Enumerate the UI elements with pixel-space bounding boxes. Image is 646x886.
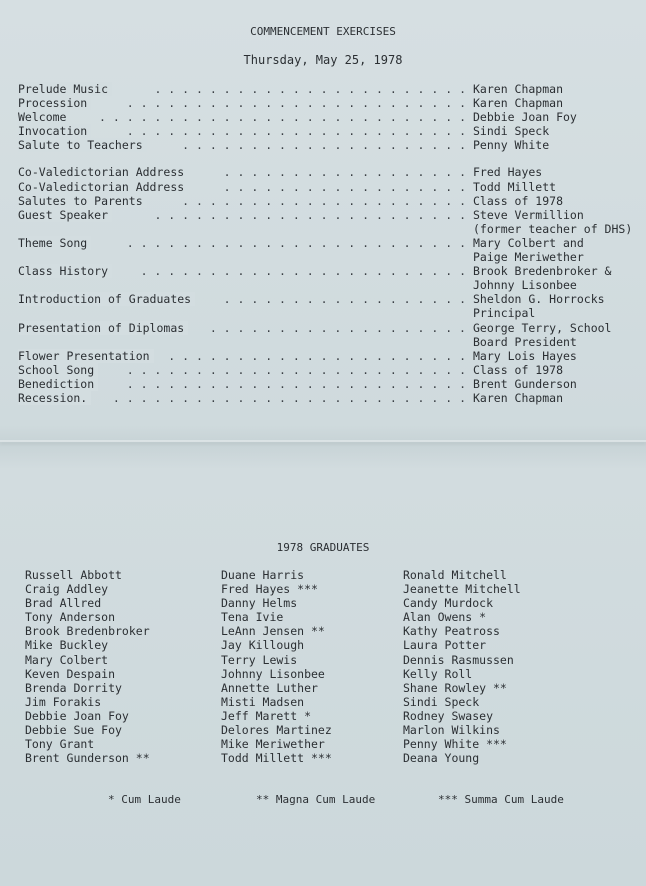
leader-dots: . . . . . . . . . . . . . . . . . . .: [209, 320, 466, 335]
program-item: Presentation of Diplomas: [18, 321, 188, 335]
document-title: COMMENCEMENT EXERCISES: [250, 25, 396, 38]
program-item: Salute to Teachers: [18, 138, 147, 152]
graduate-name: Penny White ***: [403, 737, 507, 752]
document-date: Thursday, May 25, 1978: [243, 53, 403, 67]
program-row: [18, 292, 638, 306]
graduate-name: Annette Luther: [221, 680, 318, 695]
graduate-name: LeAnn Jensen **: [221, 624, 325, 639]
graduate-name: Rodney Swasey: [403, 708, 494, 723]
graduate-name: Brenda Dorrity: [25, 680, 122, 695]
graduate-name: Tony Anderson: [25, 610, 116, 625]
program-participant: Brent Gunderson: [473, 376, 577, 391]
program-row: [18, 208, 638, 222]
program-participant: Karen Chapman: [473, 96, 564, 111]
leader-dots: . . . . . . . . . . . . . . . . . .: [223, 165, 466, 180]
graduate-name: Kathy Peatross: [403, 624, 500, 639]
program-participant: Mary Lois Hayes: [473, 348, 577, 363]
program-row: [18, 306, 638, 320]
leader-dots: . . . . . . . . . . . . . . . . . . . . . . . . .: [126, 124, 466, 139]
program-row: [18, 377, 638, 391]
graduate-name: Mary Colbert: [25, 652, 109, 667]
program-participant: Class of 1978: [473, 193, 564, 208]
leader-dots: . . . . . . . . . . . . . . . . . . . . . . . . .: [126, 96, 466, 111]
graduate-name: Deana Young: [403, 751, 480, 766]
program-item: Procession: [18, 96, 91, 110]
program-item: Class History: [18, 264, 112, 278]
program-participant: Paige Meriwether: [473, 250, 584, 265]
program-participant: Johnny Lisonbee: [473, 278, 577, 293]
program-list: [18, 82, 638, 405]
graduates-title: 1978 GRADUATES: [276, 541, 370, 554]
graduates-column: [25, 568, 150, 765]
leader-dots: . . . . . . . . . . . . . . . . . . . . . . . . .: [126, 376, 466, 391]
program-participant: Brook Bredenbroker &: [473, 264, 612, 279]
program-row: [18, 363, 638, 377]
graduate-name: Terry Lewis: [221, 652, 298, 667]
graduate-name: Russell Abbott: [25, 568, 122, 582]
program-row: [18, 222, 638, 236]
program-item: School Song: [18, 363, 98, 377]
graduate-name: Dennis Rasmussen: [403, 652, 514, 667]
graduate-name: Shane Rowley **: [403, 680, 507, 695]
graduate-name: Sindi Speck: [403, 694, 480, 709]
legend-summa-cum-laude: *** Summa Cum Laude: [438, 793, 564, 806]
leader-dots: . . . . . . . . . . . . . . . . . . . . . . .: [154, 82, 466, 96]
paper-fold: [0, 440, 646, 442]
leader-dots: . . . . . . . . . . . . . . . . . . . . . . . . .: [126, 235, 466, 250]
program-item: Benediction: [18, 377, 98, 391]
graduate-name: Alan Owens *: [403, 610, 487, 625]
program-item: Prelude Music: [18, 82, 112, 96]
program-item: Invocation: [18, 124, 91, 138]
program-participant: Sindi Speck: [473, 124, 550, 139]
program-participant: Principal: [473, 306, 536, 321]
program-row: [18, 321, 638, 335]
graduate-name: Delores Martinez: [221, 723, 332, 738]
graduate-name: Candy Murdock: [403, 596, 494, 611]
graduates-column: [403, 568, 521, 765]
graduate-name: Mike Meriwether: [221, 737, 325, 752]
graduate-name: Brad Allred: [25, 596, 102, 611]
program-item: Recession.: [18, 391, 91, 405]
program-row: [18, 180, 638, 194]
leader-dots: . . . . . . . . . . . . . . . . . . . . . . .: [154, 207, 466, 222]
graduate-name: Craig Addley: [25, 582, 109, 597]
graduate-name: Duane Harris: [221, 568, 305, 582]
program-participant: Todd Millett: [473, 179, 557, 194]
program-row: [18, 264, 638, 278]
program-item: Flower Presentation: [18, 349, 154, 363]
program-participant: Debbie Joan Foy: [473, 110, 577, 125]
program-item: Co-Valedictorian Address: [18, 180, 188, 194]
graduate-name: Tony Grant: [25, 737, 95, 752]
graduate-name: Todd Millett ***: [221, 751, 332, 766]
program-row: [18, 335, 638, 349]
graduate-name: Jim Forakis: [25, 694, 102, 709]
program-item: Co-Valedictorian Address: [18, 165, 188, 179]
program-participant: Sheldon G. Horrocks: [473, 292, 605, 307]
program-participant: Karen Chapman: [473, 390, 564, 405]
program-row: [18, 110, 638, 124]
program-row: [18, 82, 638, 96]
graduate-name: Brent Gunderson **: [25, 751, 150, 766]
graduate-name: Jay Killough: [221, 638, 305, 653]
graduate-name: Johnny Lisonbee: [221, 666, 325, 681]
program-participant: Penny White: [473, 138, 550, 153]
graduate-name: Brook Bredenbroker: [25, 624, 150, 639]
program-row: [18, 236, 638, 250]
program-item: Theme Song: [18, 236, 91, 250]
legend-magna-cum-laude: ** Magna Cum Laude: [256, 793, 376, 806]
program-item: Salutes to Parents: [18, 194, 147, 208]
program-row: [18, 349, 638, 363]
program-row: [18, 138, 638, 152]
graduate-name: Misti Madsen: [221, 694, 305, 709]
graduate-name: Keven Despain: [25, 666, 116, 681]
program-participant: George Terry, School: [473, 320, 612, 335]
program-row: [18, 278, 638, 292]
program-participant: Class of 1978: [473, 362, 564, 377]
graduate-name: Kelly Roll: [403, 666, 473, 681]
leader-dots: . . . . . . . . . . . . . . . . . . . . .: [182, 138, 466, 153]
program-row: [18, 250, 638, 264]
program-participant: Karen Chapman: [473, 82, 564, 96]
program-participant: (former teacher of DHS): [473, 221, 633, 236]
program-item: Introduction of Graduates: [18, 292, 195, 306]
graduate-name: Laura Potter: [403, 638, 487, 653]
graduate-name: Debbie Joan Foy: [25, 708, 129, 723]
graduate-name: Ronald Mitchell: [403, 568, 507, 582]
graduate-name: Marlon Wilkins: [403, 723, 500, 738]
program-row: [18, 194, 638, 208]
graduate-name: Tena Ivie: [221, 610, 284, 625]
leader-dots: . . . . . . . . . . . . . . . . . .: [223, 292, 466, 307]
leader-dots: . . . . . . . . . . . . . . . . . . . . . . . . . .: [112, 390, 466, 405]
graduate-name: Debbie Sue Foy: [25, 723, 122, 738]
graduate-name: Jeanette Mitchell: [403, 582, 521, 597]
program-row: [18, 165, 638, 179]
graduate-name: Mike Buckley: [25, 638, 109, 653]
program-participant: Board President: [473, 334, 577, 349]
program-row: [18, 391, 638, 405]
leader-dots: . . . . . . . . . . . . . . . . . . . . . . . .: [140, 264, 466, 279]
leader-dots: . . . . . . . . . . . . . . . . . . . . . . . . . . .: [99, 110, 466, 125]
graduates-column: [221, 568, 332, 765]
program-participant: Mary Colbert and: [473, 235, 584, 250]
program-row: [18, 96, 638, 110]
program-participant: Fred Hayes: [473, 165, 543, 180]
legend-cum-laude: * Cum Laude: [108, 793, 181, 806]
program-item: Welcome: [18, 110, 70, 124]
leader-dots: . . . . . . . . . . . . . . . . . . . . . . . . .: [126, 362, 466, 377]
graduate-name: Jeff Marett *: [221, 708, 312, 723]
leader-dots: . . . . . . . . . . . . . . . . . .: [223, 179, 466, 194]
graduate-name: Danny Helms: [221, 596, 298, 611]
graduate-name: Fred Hayes ***: [221, 582, 318, 597]
program-row: [18, 124, 638, 138]
program-item: Guest Speaker: [18, 208, 112, 222]
program-participant: Steve Vermillion: [473, 207, 584, 222]
leader-dots: . . . . . . . . . . . . . . . . . . . . .: [182, 193, 466, 208]
leader-dots: . . . . . . . . . . . . . . . . . . . . . .: [168, 348, 466, 363]
